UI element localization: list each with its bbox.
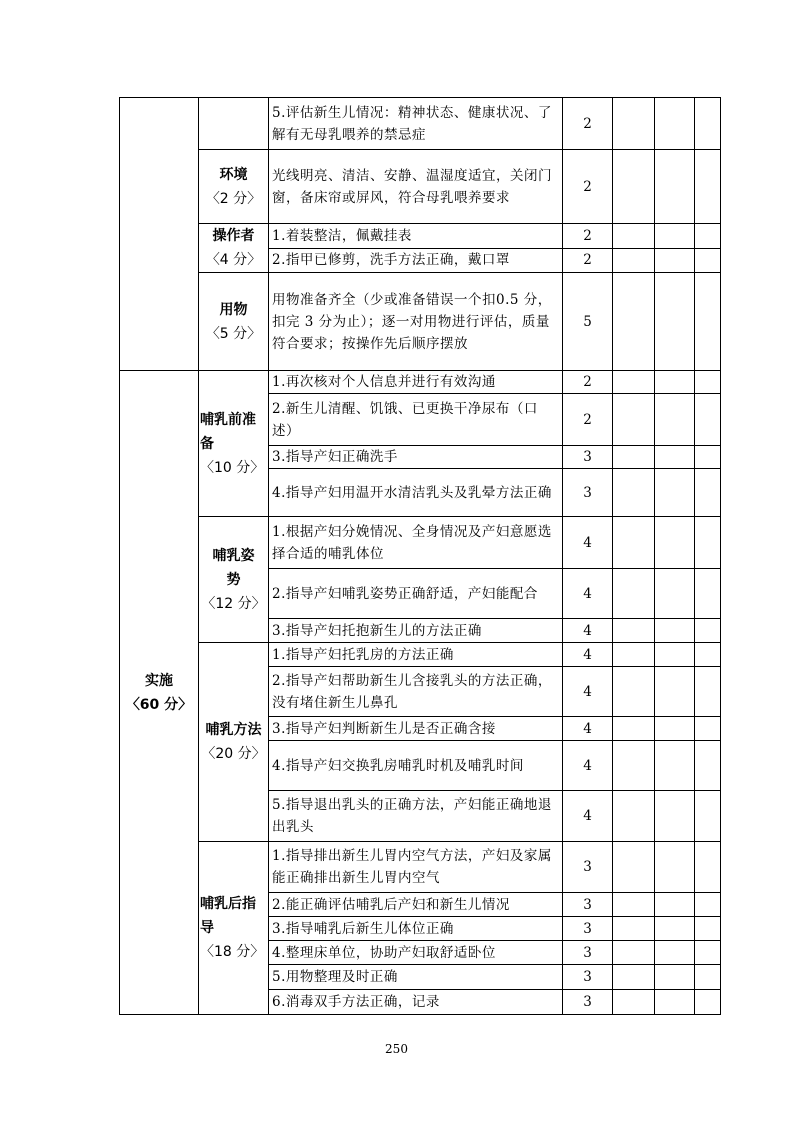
subcategory-pre-feeding [199,371,269,517]
subcategory-post-feeding [199,842,269,1015]
blank-cell [613,469,655,517]
subcategory-name-cont: 备 [200,435,214,452]
blank-cell [613,394,655,446]
item-text: 3.指导产妇判断新生儿是否正确含接 [269,717,563,741]
blank-cell [613,224,655,249]
page-number: 250 [385,1042,408,1056]
subcategory-posture [199,517,269,643]
item-text: 2.指导产妇哺乳姿势正确舒适，产妇能配合 [269,569,563,619]
item-text: 5.用物整理及时正确 [269,965,563,990]
blank-cell [695,965,721,990]
blank-cell [695,990,721,1015]
subcategory-name: 环境 [219,166,248,183]
blank-cell [613,717,655,741]
blank-cell [613,842,655,893]
item-text: 4.指导产妇用温开水清洁乳头及乳晕方法正确 [269,469,563,517]
item-score: 3 [563,842,613,893]
blank-cell [655,569,695,619]
item-score: 2 [563,150,613,224]
item-score: 3 [563,469,613,517]
item-score: 4 [563,717,613,741]
subcategory-name: 哺乳前准 [200,411,256,428]
blank-cell [695,791,721,842]
blank-cell [695,248,721,273]
blank-cell [695,150,721,224]
category-implementation [120,371,199,1015]
table-row [120,150,721,224]
item-text: 5.评估新生儿情况：精神状态、健康状况、了解有无母乳喂养的禁忌症 [269,98,563,150]
blank-cell [695,941,721,965]
blank-cell [613,150,655,224]
blank-cell [695,917,721,941]
item-score: 4 [563,667,613,717]
blank-cell [695,667,721,717]
blank-cell [655,965,695,990]
item-text: 1.根据产妇分娩情况、全身情况及产妇意愿选择合适的哺乳体位 [269,517,563,569]
blank-cell [655,643,695,667]
item-score: 4 [563,741,613,791]
item-score: 3 [563,990,613,1015]
item-text: 1.再次核对个人信息并进行有效沟通 [269,371,563,394]
blank-cell [695,446,721,469]
blank-cell [695,224,721,249]
blank-cell [655,371,695,394]
blank-cell [613,990,655,1015]
blank-cell [613,371,655,394]
blank-cell [655,990,695,1015]
item-score: 3 [563,941,613,965]
item-score: 3 [563,965,613,990]
table-row [120,224,721,249]
subcategory-points: 〈4 分〉 [205,252,262,268]
blank-cell [613,619,655,643]
blank-cell [695,469,721,517]
blank-cell [655,150,695,224]
blank-cell [655,394,695,446]
subcategory-name: 用物 [219,301,248,318]
item-text: 3.指导哺乳后新生儿体位正确 [269,917,563,941]
blank-cell [613,667,655,717]
subcategory-points: 〈18 分〉 [200,944,265,960]
item-text: 1.指导排出新生儿胃内空气方法，产妇及家属能正确排出新生儿胃内空气 [269,842,563,893]
subcategory-points: 〈10 分〉 [200,459,265,476]
item-text: 用物准备齐全（少或准备错误一个扣0.5 分，扣完 3 分为止）；逐一对用物进行评估，质量符合要求；按操作先后顺序摆放 [269,273,563,371]
blank-cell [613,98,655,150]
blank-cell [613,741,655,791]
subcategory-points: 〈12 分〉 [201,595,266,612]
item-text: 2.指甲已修剪，洗手方法正确，戴口罩 [269,248,563,273]
blank-cell [613,965,655,990]
table-row [120,371,721,394]
subcategory-points: 〈2 分〉 [205,190,262,207]
table-row [120,643,721,667]
subcategory-name: 哺乳方法 [205,722,262,738]
item-score: 3 [563,893,613,917]
blank-cell [695,619,721,643]
blank-cell [655,517,695,569]
blank-cell [613,273,655,371]
blank-cell [655,893,695,917]
blank-cell [695,517,721,569]
blank-cell [613,917,655,941]
item-score: 3 [563,446,613,469]
blank-cell [613,893,655,917]
blank-cell [613,248,655,273]
item-text: 1.着装整洁，佩戴挂表 [269,224,563,249]
item-score: 2 [563,371,613,394]
blank-cell [695,643,721,667]
subcategory-method [199,643,269,842]
blank-cell [695,273,721,371]
item-text: 2.新生儿清醒、饥饿、已更换干净尿布（口述） [269,394,563,446]
blank-cell [655,741,695,791]
category-points: 〈60 分〉 [125,696,193,713]
scoring-table [119,97,721,1015]
blank-cell [655,619,695,643]
subcategory-environment [199,150,269,224]
item-text: 4.指导产妇交换乳房哺乳时机及哺乳时间 [269,741,563,791]
blank-cell [655,224,695,249]
blank-cell [655,917,695,941]
blank-cell [613,446,655,469]
subcategory-name: 操作者 [212,228,255,244]
item-score: 2 [563,248,613,273]
item-score: 3 [563,917,613,941]
blank-cell [655,469,695,517]
item-text: 4.整理床单位，协助产妇取舒适卧位 [269,941,563,965]
table-row [120,98,721,150]
table-row [120,842,721,893]
subcategory-cell-empty [199,98,269,150]
blank-cell [655,941,695,965]
item-score: 2 [563,224,613,249]
blank-cell [655,717,695,741]
item-text: 3.指导产妇正确洗手 [269,446,563,469]
item-score: 4 [563,643,613,667]
item-score: 4 [563,791,613,842]
subcategory-name: 哺乳后指 [200,896,256,912]
item-text: 2.指导产妇帮助新生儿含接乳头的方法正确，没有堵住新生儿鼻孔 [269,667,563,717]
subcategory-name-cont: 势 [226,571,241,588]
blank-cell [695,569,721,619]
blank-cell [613,941,655,965]
blank-cell [655,248,695,273]
blank-cell [613,791,655,842]
blank-cell [695,741,721,791]
item-text: 6.消毒双手方法正确，记录 [269,990,563,1015]
blank-cell [613,643,655,667]
item-text: 5.指导退出乳头的正确方法，产妇能正确地退出乳头 [269,791,563,842]
item-score: 4 [563,619,613,643]
subcategory-operator [199,224,269,273]
table-row [120,517,721,569]
blank-cell [695,893,721,917]
category-name: 实施 [145,672,173,689]
item-text: 3.指导产妇托抱新生儿的方法正确 [269,619,563,643]
blank-cell [655,791,695,842]
item-score: 5 [563,273,613,371]
blank-cell [695,842,721,893]
blank-cell [613,569,655,619]
blank-cell [695,371,721,394]
blank-cell [655,273,695,371]
subcategory-points: 〈20 分〉 [201,746,266,762]
item-score: 4 [563,517,613,569]
item-text: 1.指导产妇托乳房的方法正确 [269,643,563,667]
category-cell-empty [120,98,199,371]
item-score: 4 [563,569,613,619]
blank-cell [655,842,695,893]
blank-cell [695,394,721,446]
table-row [120,273,721,371]
blank-cell [655,98,695,150]
subcategory-supplies [199,273,269,371]
blank-cell [695,717,721,741]
subcategory-name: 哺乳姿 [212,547,255,564]
subcategory-name-cont: 导 [200,920,214,936]
blank-cell [613,517,655,569]
item-score: 2 [563,98,613,150]
blank-cell [655,667,695,717]
blank-cell [655,446,695,469]
blank-cell [695,98,721,150]
item-text: 光线明亮、清洁、安静、温湿度适宜，关闭门窗，备床帘或屏风，符合母乳喂养要求 [269,150,563,224]
item-text: 2.能正确评估哺乳后产妇和新生儿情况 [269,893,563,917]
subcategory-points: 〈5 分〉 [205,325,262,342]
item-score: 2 [563,394,613,446]
